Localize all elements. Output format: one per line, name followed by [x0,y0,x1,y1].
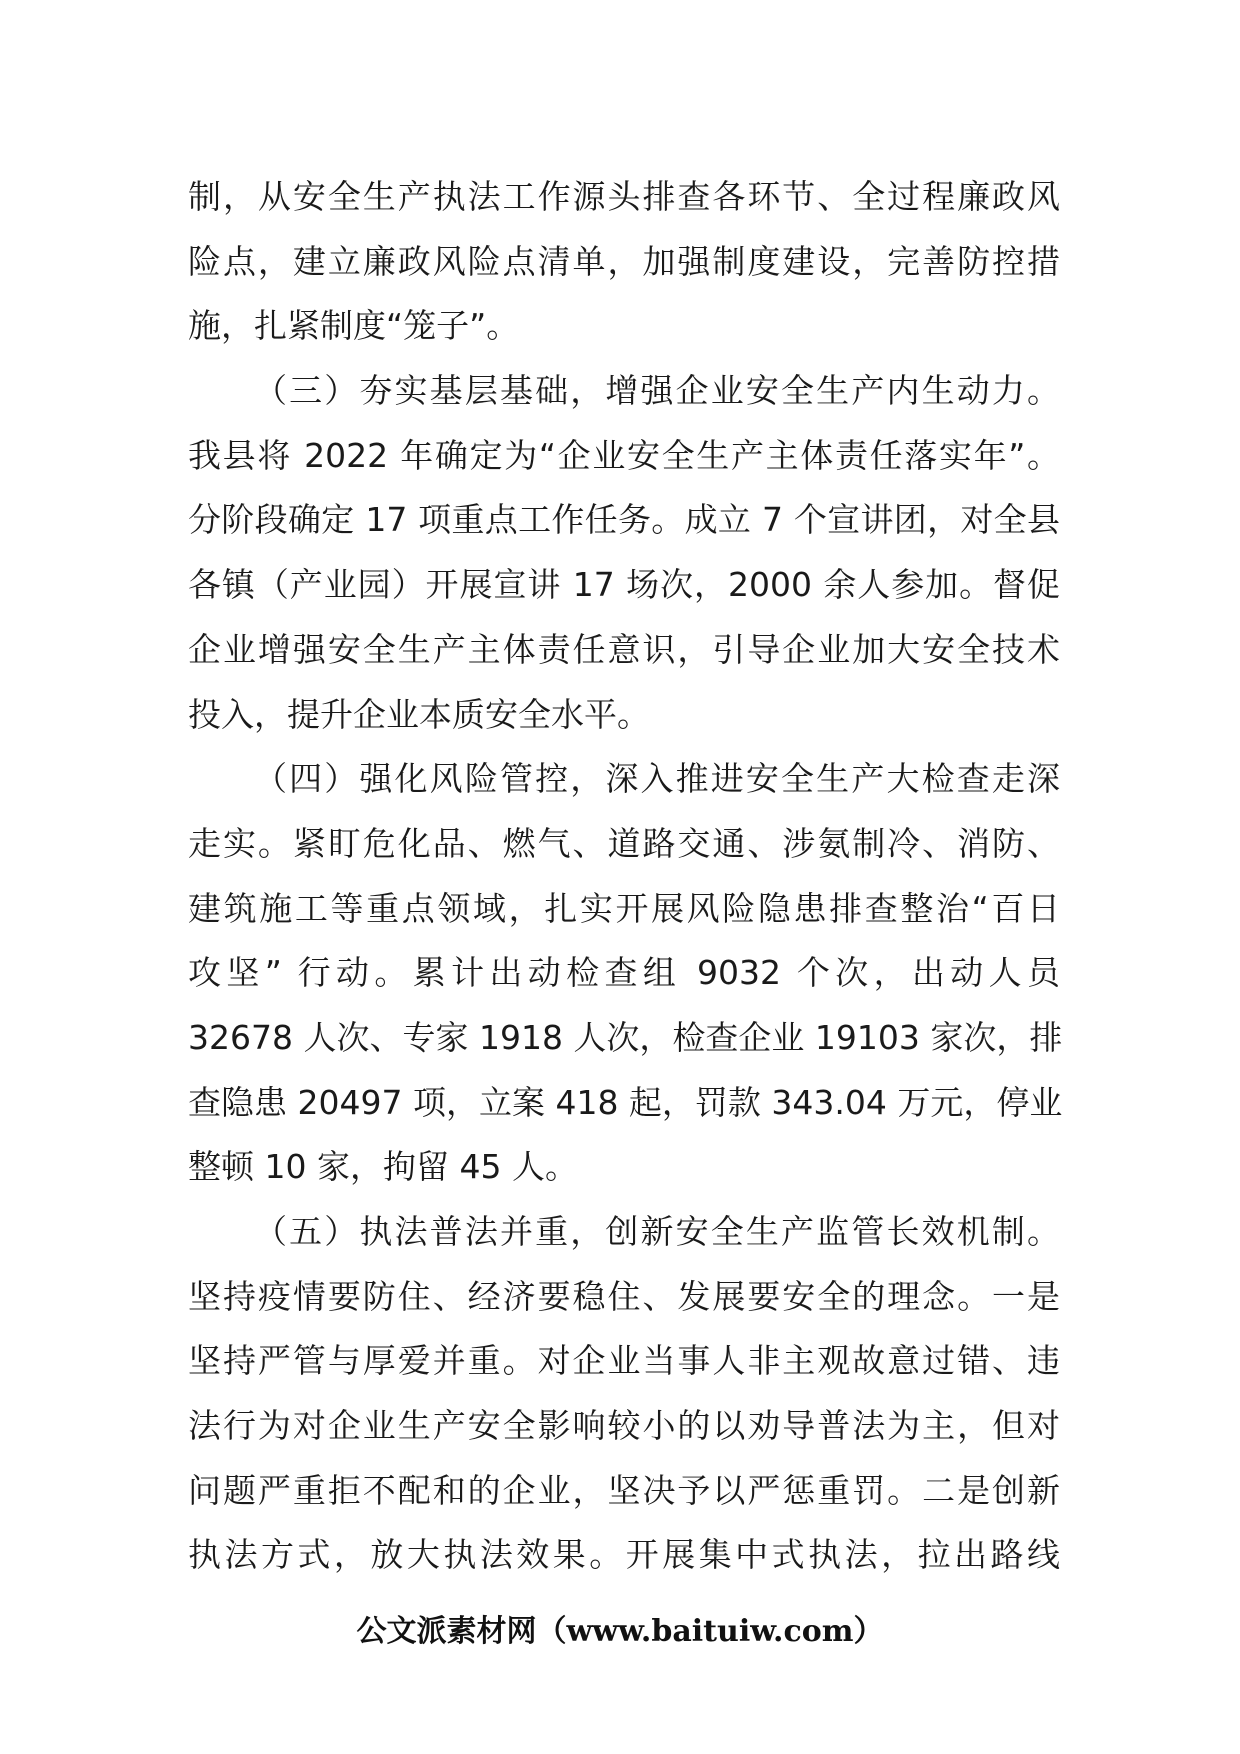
text-line: 坚持疫情要防住、经济要稳住、发展要安全的理念。一是 [188,1276,1060,1316]
text-line: 险点，建立廉政风险点清单，加强制度建设，完善防控措 [188,241,1060,281]
text-line: 问题严重拒不配和的企业，坚决予以严惩重罚。二是创新 [188,1470,1060,1510]
text-line: 施，扎紧制度“笼子”。 [188,306,520,346]
document-body [188,165,1063,1588]
text-line: 坚持严管与厚爱并重。对企业当事人非主观故意过错、违 [188,1341,1060,1381]
text-line: （四）强化风险管控，深入推进安全生产大检查走深 [254,759,1060,799]
text-line: （五）执法普法并重，创新安全生产监管长效机制。 [254,1212,1060,1251]
text-line: 分阶段确定 17 项重点工作任务。成立 7 个宣讲团，对全县 [188,500,1060,540]
text-line: 32678 人次、专家 1918 人次，检查企业 19103 家次，排 [188,1017,1063,1057]
text-line: （三）夯实基层基础，增强企业安全生产内生动力。 [254,371,1060,411]
text-line: 制，从安全生产执法工作源头排查各环节、全过程廉政风 [188,177,1060,216]
text-line: 我县将 2022 年确定为“企业安全生产主体责任落实年”。 [188,435,1060,475]
footer-watermark: 公文派素材网（www.baituiw.com） [356,1614,884,1649]
text-line: 建筑施工等重点领域，扎实开展风险隐患排查整治“百日 [188,888,1060,928]
text-line: 企业增强安全生产主体责任意识，引导企业加大安全技术 [188,629,1060,669]
text-line: 投入，提升企业本质安全水平。 [188,694,650,734]
text-line: 查隐患 20497 项，立案 418 起，罚款 343.04 万元，停业 [188,1082,1063,1122]
text-line: 执法方式，放大执法效果。开展集中式执法，拉出路线 [188,1535,1060,1575]
text-line: 攻坚” 行动。累计出动检查组 9032 个次，出动人员 [188,953,1060,993]
text-line: 整顿 10 家，拘留 45 人。 [188,1147,578,1187]
text-line: 各镇（产业园）开展宣讲 17 场次，2000 余人参加。督促 [188,565,1060,605]
text-line: 法行为对企业生产安全影响较小的以劝导普法为主，但对 [188,1406,1060,1446]
text-line: 走实。紧盯危化品、燃气、道路交通、涉氨制冷、消防、 [188,823,1060,863]
